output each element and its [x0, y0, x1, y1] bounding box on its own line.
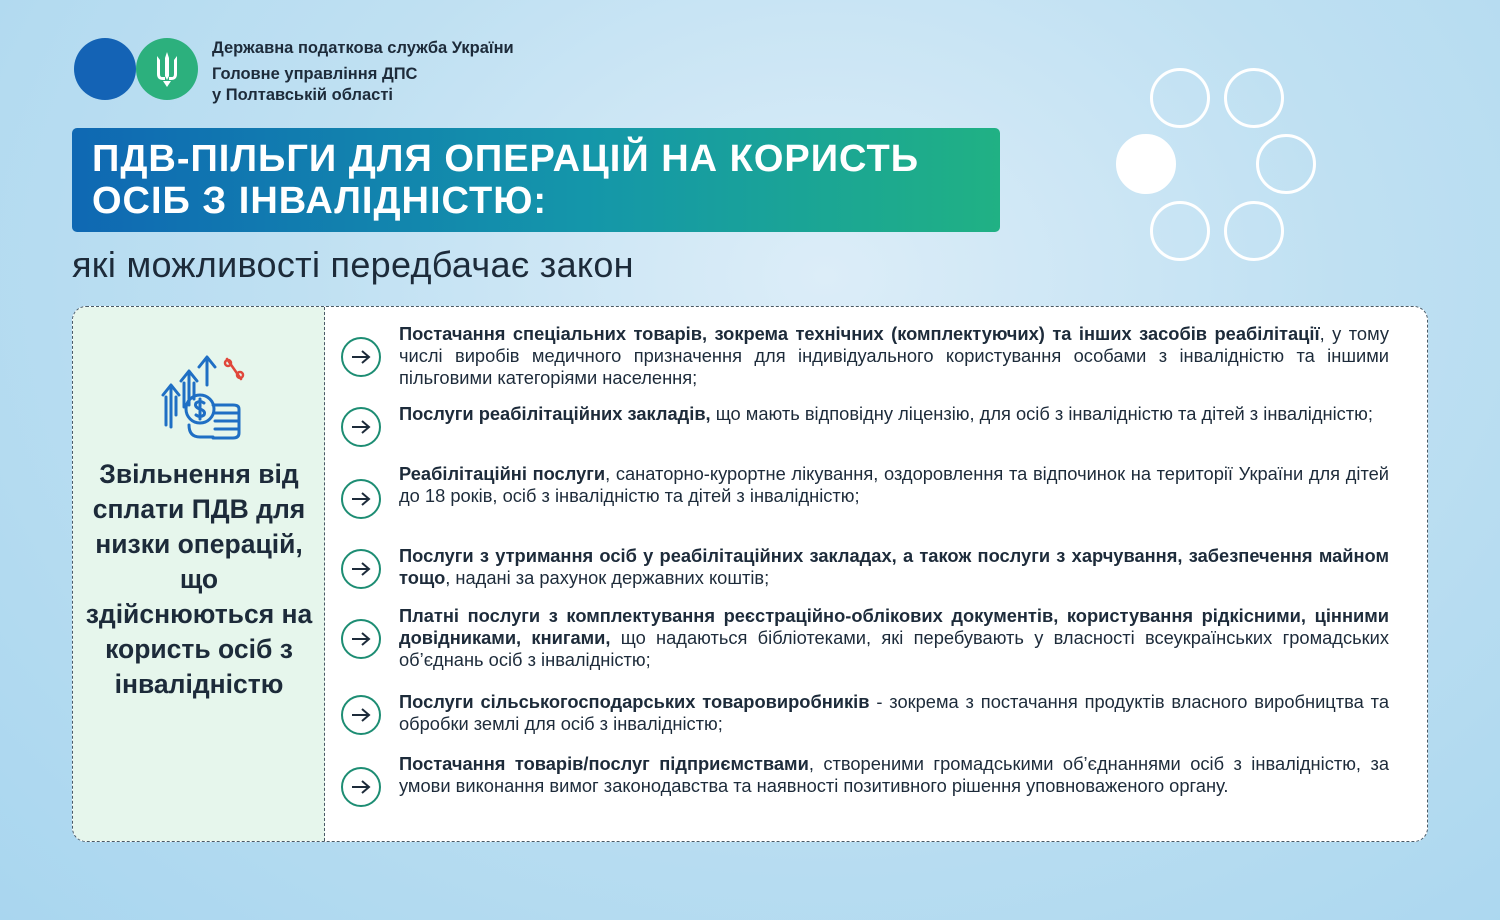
subtitle: які можливості передбачає закон — [72, 244, 634, 285]
title-banner — [72, 128, 1000, 232]
tax-coins-icon — [155, 355, 245, 441]
list-item-text: Платні послуги з комплектування реєстраційно-облікових документів, користування рідкісними, цінними довідниками, книгами, що надаються бібліотеками, які перебувають у власності всеукраїнських громадських об’єднань осіб з інвалідністю; — [399, 605, 1389, 670]
title-line-1: ПДВ-ПІЛЬГИ ДЛЯ ОПЕРАЦІЙ НА КОРИСТЬ — [92, 138, 920, 180]
arrow-right-icon — [341, 549, 381, 589]
arrow-right-icon — [341, 767, 381, 807]
outline-circle — [1256, 134, 1316, 194]
list-item-text: Реабілітаційні послуги, санаторно-курортне лікування, оздоровлення та відпочинок на території України для дітей до 18 років, осіб з інвалідністю та дітей з інвалідністю; — [399, 463, 1389, 506]
outline-circle — [1224, 201, 1284, 261]
org-line-1: Державна податкова служба України — [212, 39, 514, 57]
decorative-circles — [1110, 64, 1330, 269]
content-card — [72, 306, 1428, 842]
org-line-2: Головне управління ДПС — [212, 65, 418, 83]
arrow-right-icon — [341, 479, 381, 519]
outline-circle — [1150, 201, 1210, 261]
list-item-text: Послуги реабілітаційних закладів, що мають відповідну ліцензію, для осіб з інвалідністю та дітей з інвалідністю; — [399, 403, 1373, 424]
left-panel-text: Звільнення від сплати ПДВ для низки операцій, що здійснюються на користь осіб з інвалідністю — [85, 459, 313, 699]
arrow-right-icon — [341, 619, 381, 659]
title-line-2: ОСІБ З ІНВАЛІДНІСТЮ: — [92, 180, 548, 222]
outline-circle — [1224, 68, 1284, 128]
logo-blue-circle — [74, 38, 136, 100]
organization-name — [212, 38, 514, 106]
arrow-right-icon — [341, 407, 381, 447]
arrow-right-icon — [341, 337, 381, 377]
logo-green-circle — [136, 38, 198, 100]
trident-icon — [152, 50, 182, 88]
list-item-text: Постачання спеціальних товарів, зокрема технічних (комплектуючих) та інших засобів реабілітації, у тому числі виробів медичного призначення для індивідуального користування особами з інвалідністю та іншими пільговими категоріями населення; — [399, 323, 1389, 388]
outline-circle — [1150, 68, 1210, 128]
filled-circle — [1116, 134, 1176, 194]
list-item-text: Постачання товарів/послуг підприємствами, створеними громадськими об’єднаннями осіб з інвалідністю, за умови виконання вимог законодавства та наявності позитивного рішення уповноваженого органу. — [399, 753, 1389, 796]
arrow-right-icon — [341, 695, 381, 735]
left-panel — [73, 307, 325, 841]
list-item-text: Послуги з утримання осіб у реабілітаційних закладах, а також послуги з харчування, забезпечення майном тощо, надані за рахунок державних коштів; — [399, 545, 1389, 588]
org-line-3: у Полтавській області — [212, 86, 394, 104]
logo — [74, 38, 198, 102]
list-item-text: Послуги сільськогосподарських товаровиробників - зокрема з постачання продуктів власного виробництва та обробки землі для осіб з інвалідністю; — [399, 691, 1389, 734]
